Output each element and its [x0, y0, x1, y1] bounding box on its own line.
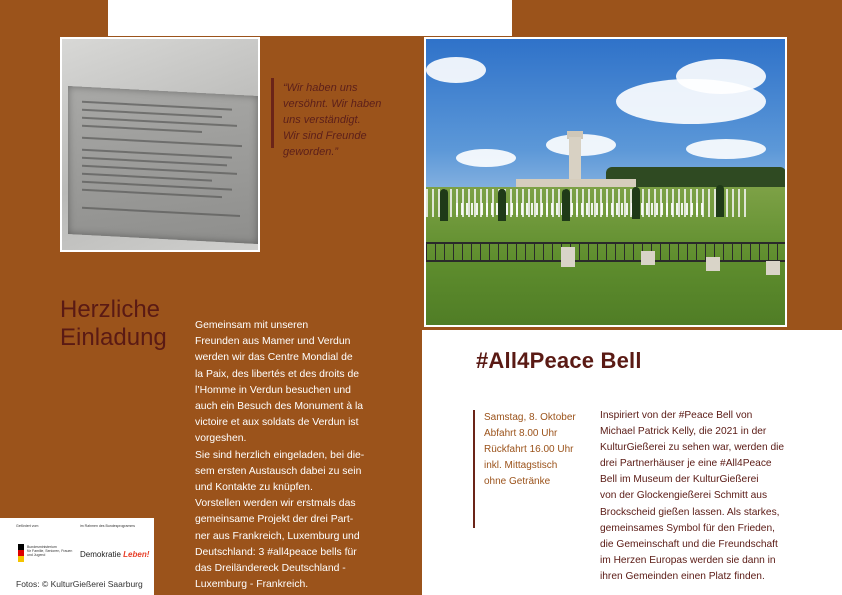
federal-eagle-icon — [18, 544, 24, 562]
program-accent: Leben! — [123, 550, 150, 559]
invitation-body — [195, 318, 373, 593]
cypress-tree — [632, 187, 640, 219]
text-line: werden wir das Centre Mondial de — [195, 352, 353, 364]
quote-accent-bar — [271, 78, 274, 148]
event-detail-line: Samstag, 8. Oktober — [484, 412, 576, 423]
cloud — [426, 57, 486, 83]
text-line: drei Partnerhäuser je eine #All4Peace — [600, 458, 772, 470]
memorial-plaque-photo — [60, 37, 260, 252]
text-line: gemeinsames Symbol für den Frieden, — [600, 522, 775, 534]
ministry-line: für Familie, Senioren, Frauen — [27, 549, 73, 553]
event-detail-line: Rückfahrt 16.00 Uhr — [484, 444, 574, 455]
fence — [426, 242, 785, 262]
text-line: auch ein Besuch des Monument à la — [195, 401, 364, 413]
fence-post — [561, 247, 575, 267]
text-line: Luxemburg - Frankreich. — [195, 579, 309, 591]
quote-line: versöhnt. Wir haben — [283, 98, 382, 110]
quote-line: uns verständigt. — [283, 114, 361, 126]
text-line: ner aus Frankreich, Luxemburg und — [195, 530, 360, 542]
plaque-stone — [68, 86, 258, 244]
plaque-inscription-line — [82, 207, 240, 217]
text-line: Sie sind herzlich eingeladen, bei die- — [195, 449, 365, 461]
plaque-inscription-line — [82, 125, 202, 133]
fence-post — [706, 257, 720, 271]
text-line: Deutschland: 3 #all4peace bells für — [195, 546, 357, 558]
text-line: Vorstellen werden wir erstmals das — [195, 498, 356, 510]
text-line: Bell im Museum der KulturGießerei — [600, 474, 759, 486]
fence-post — [766, 261, 780, 275]
ministry-line: und Jugend — [27, 553, 46, 557]
cypress-tree — [716, 185, 724, 217]
event-detail-line: Abfahrt 8.00 Uhr — [484, 428, 558, 439]
background-brown-top-right — [512, 0, 842, 36]
event-title: #All4Peace Bell — [476, 348, 642, 373]
text-line: vorgeshen. — [195, 433, 247, 445]
text-line: l’Homme in Verdun besuchen und — [195, 384, 351, 396]
fence-post — [641, 251, 655, 265]
event-details — [484, 410, 594, 490]
ministry-name — [27, 545, 72, 557]
photo-credit: Fotos: © KulturGießerei Saarburg — [16, 579, 143, 589]
plaque-inscription-line — [82, 137, 242, 147]
text-line: Brockscheid gießen lassen. Als starkes, — [600, 506, 780, 518]
text-line: Inspiriert von der #Peace Bell von — [600, 410, 753, 421]
invitation-title-line: Herzliche — [60, 296, 161, 323]
verdun-memorial-photo — [424, 37, 787, 327]
text-line: Michael Patrick Kelly, die 2021 in der — [600, 426, 767, 438]
cloud — [676, 59, 766, 94]
text-line: Gemeinsam mit unseren — [195, 320, 309, 331]
ministry-line: Bundesministerium — [27, 545, 57, 549]
plaque-inscription-line — [82, 109, 222, 118]
program-logo — [80, 550, 149, 559]
text-line: sem ersten Austausch dabei zu sein — [195, 465, 362, 477]
cloud — [456, 149, 516, 167]
event-detail-line: ohne Getränke — [484, 476, 551, 487]
text-line: von der Glockengießerei Schmitt aus — [600, 490, 768, 502]
invitation-title — [60, 296, 190, 352]
event-details-accent-bar — [473, 410, 475, 528]
invitation-paragraph — [195, 448, 373, 497]
background-brown-top-left — [0, 0, 108, 36]
cypress-tree — [498, 189, 506, 221]
text-line: im Herzen Europas werden sie dann in — [600, 554, 776, 566]
plaque-inscription-line — [82, 173, 212, 182]
quote-line: geworden.” — [283, 146, 339, 158]
grave-crosses — [456, 203, 706, 215]
cypress-tree — [440, 189, 448, 221]
funder-label: Gefördert vom — [16, 524, 39, 528]
plaque-inscription-line — [82, 189, 222, 198]
text-line: die Gemeinschaft und die Freundschaft — [600, 538, 778, 550]
text-line: gemeinsame Projekt der drei Part- — [195, 514, 354, 526]
cloud — [686, 139, 766, 159]
text-line: und Kontakte zu knüpfen. — [195, 482, 313, 494]
text-line: ihren Gemeinden einen Platz finden. — [600, 570, 765, 582]
text-line: das Dreiländereck Deutschland - — [195, 563, 346, 575]
quote-line: Wir sind Freunde — [283, 130, 367, 142]
text-line: Freunden aus Mamer und Verdun — [195, 336, 351, 348]
program-name: Demokratie — [80, 550, 121, 559]
event-detail-line: inkl. Mittagstisch — [484, 460, 558, 471]
invitation-paragraph — [195, 318, 373, 448]
quote — [283, 80, 403, 160]
invitation-title-line: Einladung — [60, 324, 167, 351]
program-label: im Rahmen des Bundesprogramms — [80, 524, 136, 528]
cypress-tree — [562, 189, 570, 221]
invitation-paragraph — [195, 496, 373, 593]
text-line: victoire et aux soldats de Verdun ist — [195, 417, 359, 429]
text-line: la Paix, des libertés et des droits de — [195, 368, 360, 380]
event-description — [600, 408, 795, 585]
quote-line: “Wir haben uns — [283, 82, 358, 94]
text-line: KulturGießerei zu sehen war, werden die — [600, 442, 785, 454]
